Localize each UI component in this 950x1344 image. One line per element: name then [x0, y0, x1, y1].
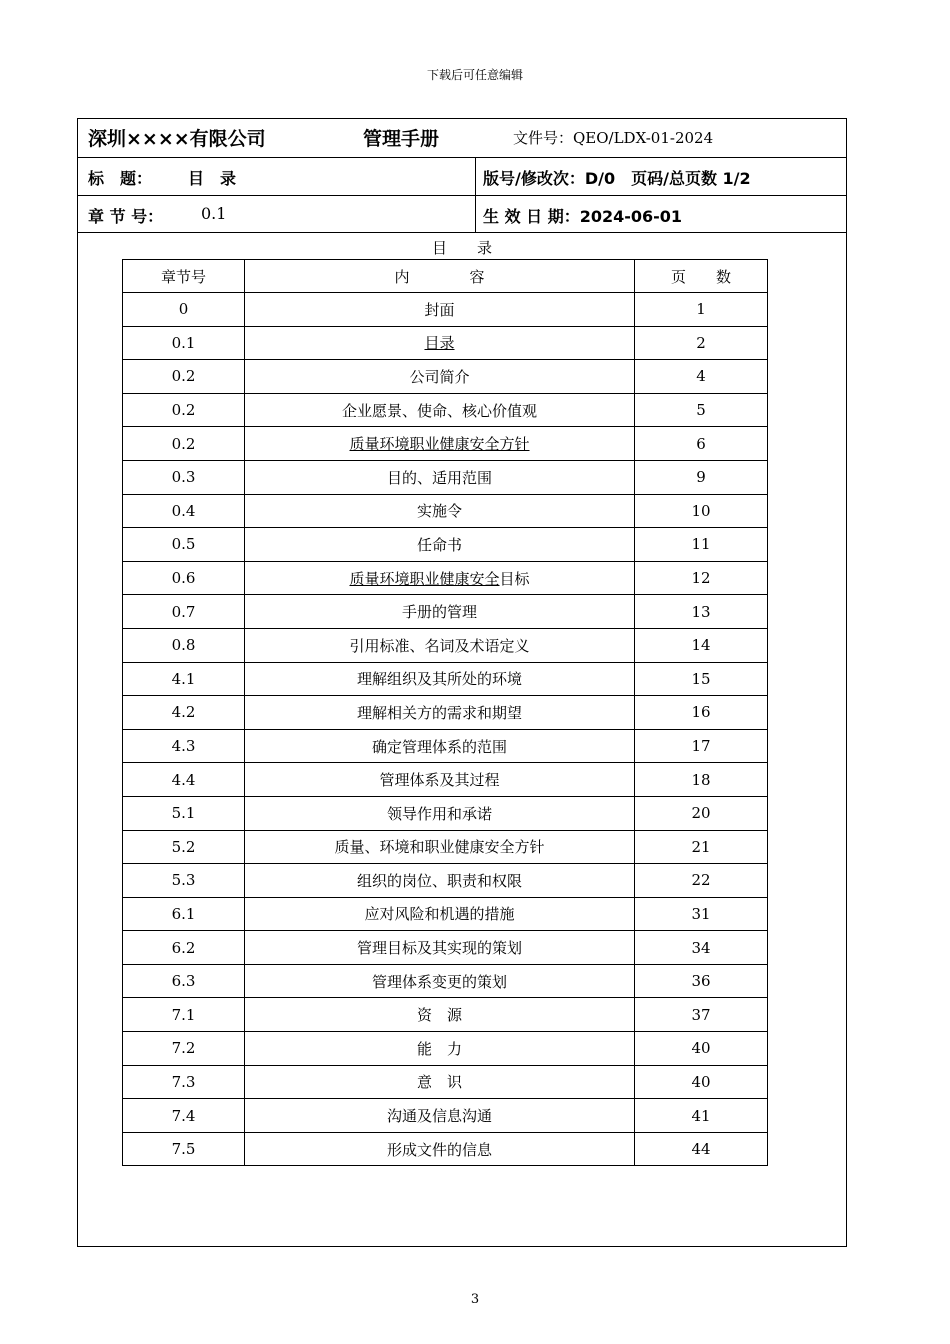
- title-value: 目 录: [188, 169, 237, 188]
- toc-content-text: 应对风险和机遇的措施: [364, 905, 515, 924]
- toc-content-cell: [245, 864, 635, 898]
- toc-chapter-cell: 7.2: [123, 1032, 245, 1066]
- toc-content-text: 引用标准、名词及术语定义: [349, 636, 530, 655]
- toc-page-cell: 37: [635, 998, 768, 1032]
- toc-page-cell: 9: [635, 460, 768, 494]
- download-note: 下载后可任意编辑: [426, 68, 523, 82]
- toc-content-cell: [245, 1065, 635, 1099]
- toc-content-cell: [245, 628, 635, 662]
- toc-chapter-cell: 0.7: [123, 595, 245, 629]
- toc-content-cell: [245, 1132, 635, 1166]
- header-row-chapter: [78, 196, 846, 233]
- toc-chapter-cell: 6.2: [123, 931, 245, 965]
- toc-chapter-cell: 7.1: [123, 998, 245, 1032]
- toc-row: [123, 763, 768, 797]
- toc-chapter-cell: 4.4: [123, 763, 245, 797]
- toc-content-text: 目的、适用范围: [386, 468, 492, 487]
- toc-page-cell: 13: [635, 595, 768, 629]
- toc-chapter-cell: 0.1: [123, 326, 245, 360]
- toc-chapter-cell: 0.4: [123, 494, 245, 528]
- toc-content-cell: [245, 763, 635, 797]
- toc-chapter-cell: 4.3: [123, 729, 245, 763]
- toc-page-cell: 4: [635, 360, 768, 394]
- title-label: 标 题：: [88, 169, 153, 188]
- col-header-page: 页 数: [635, 260, 768, 293]
- toc-row: [123, 1132, 768, 1166]
- toc-row: [123, 662, 768, 696]
- toc-content-text: 意 识: [416, 1073, 462, 1092]
- toc-row: [123, 864, 768, 898]
- toc-page-cell: 11: [635, 528, 768, 562]
- toc-table: [122, 259, 768, 1166]
- toc-content-cell: [245, 964, 635, 998]
- toc-chapter-cell: 6.1: [123, 897, 245, 931]
- toc-row: [123, 1099, 768, 1133]
- toc-page-cell: 21: [635, 830, 768, 864]
- toc-content-text: 资 源: [416, 1006, 462, 1025]
- toc-page-cell: 5: [635, 393, 768, 427]
- toc-page-cell: 15: [635, 662, 768, 696]
- toc-content-text: 企业愿景、使命、核心价值观: [341, 401, 537, 420]
- toc-chapter-cell: 0.2: [123, 427, 245, 461]
- document-number: 文件号：QEO/LDX-01-2024: [513, 129, 714, 147]
- toc-chapter-cell: 4.1: [123, 662, 245, 696]
- toc-page-cell: 1: [635, 293, 768, 327]
- toc-page-cell: 17: [635, 729, 768, 763]
- toc-content-text: 手册的管理: [401, 603, 477, 622]
- toc-content-cell: [245, 931, 635, 965]
- chapter-value: 0.1: [201, 204, 227, 223]
- toc-chapter-cell: 5.2: [123, 830, 245, 864]
- col-header-chapter: 章节号: [123, 260, 245, 293]
- toc-chapter-cell: 5.3: [123, 864, 245, 898]
- toc-chapter-cell: 7.4: [123, 1099, 245, 1133]
- toc-content-cell: [245, 393, 635, 427]
- toc-page-cell: 34: [635, 931, 768, 965]
- toc-chapter-cell: 0.3: [123, 460, 245, 494]
- toc-chapter-cell: 5.1: [123, 796, 245, 830]
- toc-content-text: 理解组织及其所处的环境: [356, 670, 522, 689]
- toc-page-cell: 40: [635, 1032, 768, 1066]
- toc-content-text: 任命书: [416, 535, 462, 554]
- toc-chapter-cell: 0.8: [123, 628, 245, 662]
- toc-content-text: 实施令: [416, 502, 462, 521]
- toc-page-cell: 14: [635, 628, 768, 662]
- toc-page-cell: 6: [635, 427, 768, 461]
- toc-content-text: 目录: [424, 334, 455, 353]
- toc-row: [123, 998, 768, 1032]
- toc-content-cell: [245, 360, 635, 394]
- version-info: 版号/修改次：D/0 页码/总页数 1/2: [483, 169, 751, 188]
- toc-row: [123, 796, 768, 830]
- toc-content-cell: [245, 897, 635, 931]
- toc-content-text: 管理体系变更的策划: [371, 972, 507, 991]
- toc-content-text: 封面: [424, 300, 455, 319]
- manual-name: 管理手册: [363, 128, 440, 150]
- toc-content-underlined: 质量环境职业健康安全: [349, 569, 500, 588]
- toc-content-text: 确定管理体系的范围: [371, 737, 507, 756]
- toc-chapter-cell: 6.3: [123, 964, 245, 998]
- toc-chapter-cell: 0.2: [123, 360, 245, 394]
- toc-chapter-cell: 0.2: [123, 393, 245, 427]
- toc-content-cell: [245, 998, 635, 1032]
- effective-date: 生 效 日 期：2024-06-01: [483, 207, 683, 226]
- toc-row: [123, 1065, 768, 1099]
- chapter-label: 章 节 号：: [88, 207, 164, 226]
- col-header-content: 内 容: [245, 260, 635, 293]
- toc-content-text: 质量、环境和职业健康安全方针: [334, 838, 545, 857]
- toc-page-cell: 41: [635, 1099, 768, 1133]
- toc-chapter-cell: 7.5: [123, 1132, 245, 1166]
- toc-content-text: 形成文件的信息: [386, 1140, 492, 1159]
- toc-content-cell: [245, 561, 635, 595]
- toc-page-cell: 44: [635, 1132, 768, 1166]
- toc-chapter-cell: 0.5: [123, 528, 245, 562]
- toc-chapter-cell: 0: [123, 293, 245, 327]
- page-number: 3: [470, 1292, 480, 1307]
- toc-row: [123, 595, 768, 629]
- toc-content-cell: [245, 729, 635, 763]
- toc-content-cell: [245, 662, 635, 696]
- toc-row: [123, 897, 768, 931]
- toc-content-cell: [245, 460, 635, 494]
- toc-content-cell: [245, 830, 635, 864]
- toc-row: [123, 460, 768, 494]
- toc-content-text: 理解相关方的需求和期望: [356, 703, 522, 722]
- toc-title: 目 录: [431, 239, 492, 257]
- header-row-title: [78, 158, 846, 196]
- toc-row: [123, 964, 768, 998]
- toc-content-text: 沟通及信息沟通: [386, 1107, 492, 1126]
- toc-page-cell: 10: [635, 494, 768, 528]
- toc-row: [123, 1032, 768, 1066]
- toc-page-cell: 18: [635, 763, 768, 797]
- toc-page-cell: 2: [635, 326, 768, 360]
- header-row-company: [78, 119, 846, 158]
- toc-content-cell: [245, 1099, 635, 1133]
- toc-header-row: [123, 260, 768, 293]
- toc-page-cell: 20: [635, 796, 768, 830]
- toc-page-cell: 12: [635, 561, 768, 595]
- toc-row: [123, 393, 768, 427]
- toc-row: [123, 696, 768, 730]
- toc-row: [123, 830, 768, 864]
- toc-content-rest: 目标: [499, 569, 530, 588]
- toc-row: [123, 931, 768, 965]
- toc-row: [123, 528, 768, 562]
- toc-page-cell: 40: [635, 1065, 768, 1099]
- toc-page-cell: 36: [635, 964, 768, 998]
- toc-content-text: 组织的岗位、职责和权限: [356, 871, 522, 890]
- toc-content-cell: [245, 696, 635, 730]
- toc-row: [123, 561, 768, 595]
- toc-content-cell: [245, 796, 635, 830]
- toc-content-cell: [245, 528, 635, 562]
- toc-chapter-cell: 7.3: [123, 1065, 245, 1099]
- toc-content-text: 质量环境职业健康安全方针: [349, 435, 530, 454]
- toc-content-text: 管理目标及其实现的策划: [356, 939, 522, 958]
- toc-row: [123, 293, 768, 327]
- header-divider: [475, 158, 476, 233]
- toc-content-text: 管理体系及其过程: [379, 771, 500, 790]
- toc-chapter-cell: 4.2: [123, 696, 245, 730]
- toc-row: [123, 326, 768, 360]
- toc-content-text: 公司简介: [409, 367, 470, 386]
- manual-page-frame: [77, 118, 847, 1247]
- toc-content-cell: [245, 494, 635, 528]
- toc-page-cell: 22: [635, 864, 768, 898]
- company-name: 深圳××××有限公司: [88, 128, 266, 150]
- toc-content-cell: [245, 595, 635, 629]
- toc-row: [123, 729, 768, 763]
- toc-row: [123, 360, 768, 394]
- toc-content-cell: [245, 293, 635, 327]
- toc-page-cell: 31: [635, 897, 768, 931]
- toc-content-cell: [245, 326, 635, 360]
- toc-row: [123, 628, 768, 662]
- toc-chapter-cell: 0.6: [123, 561, 245, 595]
- toc-row: [123, 427, 768, 461]
- toc-content-cell: [245, 427, 635, 461]
- toc-content-text: 能 力: [416, 1039, 462, 1058]
- toc-content-text: 领导作用和承诺: [386, 804, 492, 823]
- toc-content-cell: [245, 1032, 635, 1066]
- toc-page-cell: 16: [635, 696, 768, 730]
- toc-row: [123, 494, 768, 528]
